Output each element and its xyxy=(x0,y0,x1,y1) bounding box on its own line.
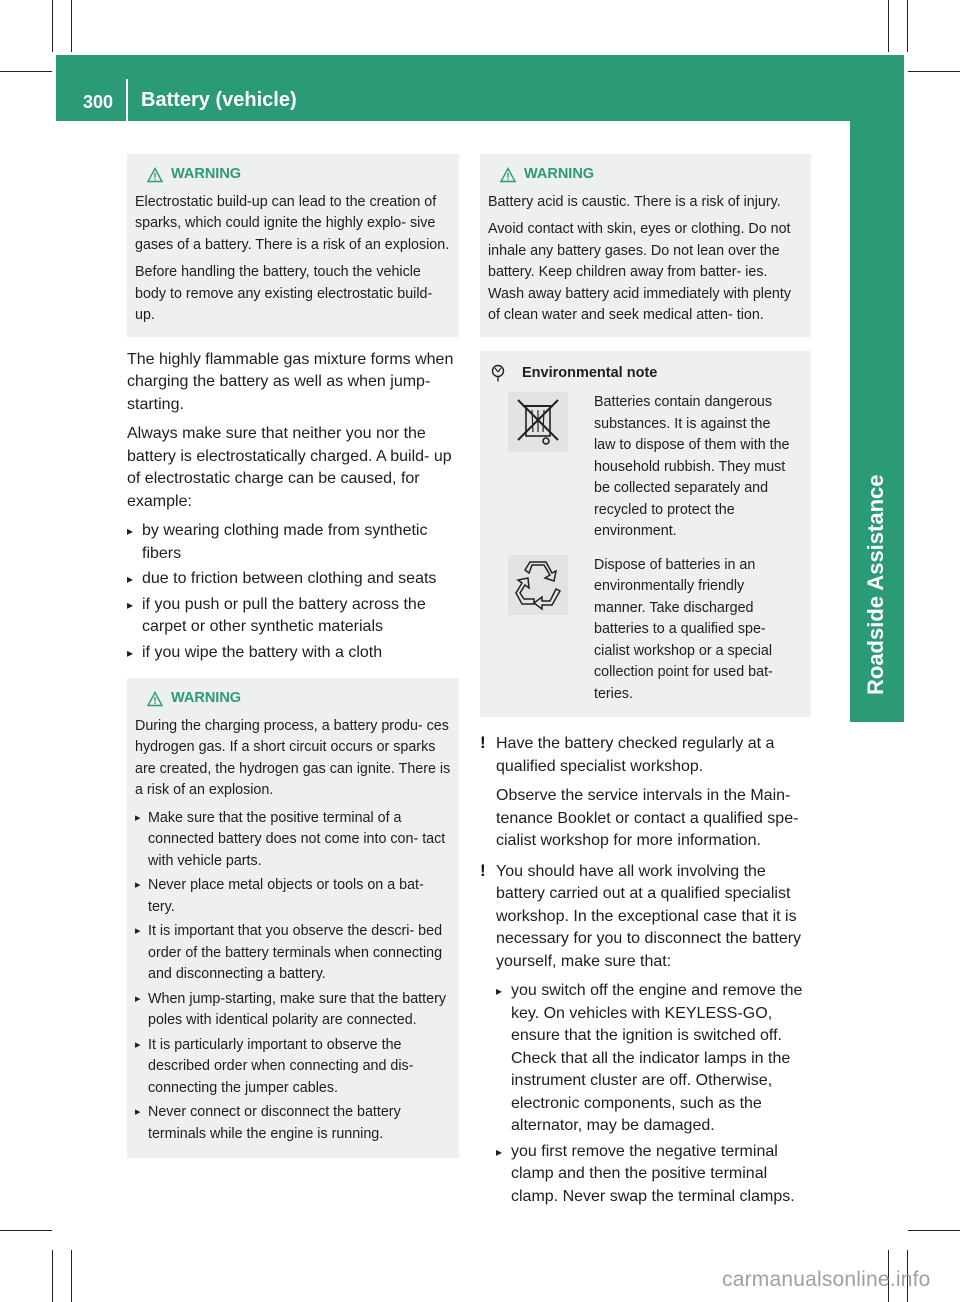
env-row-bin xyxy=(490,392,801,543)
crossed-out-bin-icon xyxy=(508,392,568,452)
env-text-hazard: Batteries contain dangerous substances. It is against the law to dispose of them with the household rubbish. They must be collected separately and recycled to protect the environment. xyxy=(594,394,790,539)
warning-triangle-icon xyxy=(147,691,163,707)
crop-mark xyxy=(908,71,960,72)
warning-text: Electrostatic build-up can lead to the creation of sparks, which could ignite the highly explo- sive gases of a battery. There is a risk of an explosion. xyxy=(135,193,450,253)
warning-label: WARNING xyxy=(171,166,242,182)
environmental-note-box xyxy=(480,351,811,718)
env-row-recycle xyxy=(490,555,801,706)
crop-mark xyxy=(52,1250,53,1302)
crop-mark xyxy=(907,0,908,52)
paragraph: Always make sure that neither you nor the battery is electrostatically charged. A build- up of electrostatic charge can be caused, for example: xyxy=(127,425,452,510)
warning-bullet-list xyxy=(135,808,451,1146)
notice-section xyxy=(480,733,811,1208)
env-text-disposal: Dispose of batteries in an environmentally friendly manner. Take discharged batteries to a qualified spe- cialist workshop or a special collection point for used bat- teries. xyxy=(594,556,773,702)
crop-mark xyxy=(908,1230,960,1231)
paragraph: The highly flammable gas mixture forms when charging the battery as well as when jump- starting. xyxy=(127,350,454,413)
bullet-item: ▸ if you wipe the battery with a cloth xyxy=(127,642,459,665)
notice-text: You should have all work involving the battery carried out at a qualified specialist workshop. In the exceptional case that it is necessary for you to disconnect the battery yourself, make sure that: xyxy=(496,862,802,970)
bullet-item: ▸ you first remove the negative terminal clamp and then the positive terminal clamp. Never swap the terminal clamps. xyxy=(496,1141,811,1209)
crop-mark xyxy=(0,71,52,72)
notice-text: Have the battery checked regularly at a qualified specialist workshop. xyxy=(496,735,775,775)
warning-heading xyxy=(147,164,451,186)
page-number: 300 xyxy=(83,92,114,112)
bullet-item: ▸ Make sure that the positive terminal of a connected battery does not come into con- tact with vehicle parts. xyxy=(135,808,451,873)
side-tab-label: Roadside Assistance xyxy=(863,474,888,695)
watermark: carmanualsonline.info xyxy=(722,1268,931,1291)
notice-item xyxy=(480,861,811,1209)
warning-label: WARNING xyxy=(171,690,242,706)
lightbulb-icon xyxy=(490,364,506,382)
bullet-item: ▸ Never connect or disconnect the battery terminals while the engine is running. xyxy=(135,1102,451,1145)
warning-text: Avoid contact with skin, eyes or clothing. Do not inhale any battery gases. Do not lean over the battery. Keep children away from batter- ies. Wash away battery acid immediately with plenty of clean water and seek medical atten- tion. xyxy=(488,221,792,323)
warning-triangle-icon xyxy=(500,167,516,183)
crop-mark xyxy=(888,0,889,52)
crop-mark xyxy=(0,1230,52,1231)
warning-box-hydrogen xyxy=(127,678,459,1158)
environmental-note-title: Environmental note xyxy=(522,364,658,381)
notice-item xyxy=(480,733,811,853)
bullet-item: ▸ It is important that you observe the descri- bed order of the battery terminals when connecting and disconnecting a battery. xyxy=(135,921,451,986)
warning-label: WARNING xyxy=(524,166,595,182)
bullet-item: ▸ It is particularly important to observe the described order when connecting and dis- connecting the jumper cables. xyxy=(135,1035,451,1100)
bullet-item: ▸ Never place metal objects or tools on a bat- tery. xyxy=(135,875,451,918)
warning-box-electrostatic xyxy=(127,154,459,337)
bullet-item: ▸ When jump-starting, make sure that the battery poles with identical polarity are connected. xyxy=(135,989,451,1032)
exclamation-icon: ! xyxy=(480,860,486,880)
warning-heading xyxy=(500,164,803,186)
notice-bullet-list xyxy=(496,980,811,1208)
page-title: Battery (vehicle) xyxy=(141,89,297,111)
crop-mark xyxy=(71,1250,72,1302)
warning-heading xyxy=(147,688,451,710)
warning-text: Battery acid is caustic. There is a risk of injury. xyxy=(488,193,781,210)
bullet-item: ▸ due to friction between clothing and seats xyxy=(127,568,459,591)
recycle-icon xyxy=(508,555,568,615)
bullet-item: ▸ by wearing clothing made from synthetic fibers xyxy=(127,520,459,565)
crop-mark xyxy=(71,0,72,52)
bullet-list xyxy=(127,520,459,664)
notice-text: Observe the service intervals in the Main- tenance Booklet or contact a qualified spe- cialist workshop for more information. xyxy=(496,787,799,849)
bullet-item: ▸ if you push or pull the battery across the carpet or other synthetic materials xyxy=(127,594,459,639)
crop-mark xyxy=(52,0,53,52)
right-column xyxy=(480,154,811,1214)
body-text xyxy=(127,349,459,665)
warning-text: Before handling the battery, touch the vehicle body to remove any existing electrostatic build-up. xyxy=(135,264,433,323)
warning-box-acid xyxy=(480,154,811,337)
left-column xyxy=(127,154,459,1158)
warning-text: During the charging process, a battery produ- ces hydrogen gas. If a short circuit occurs or sparks are created, the hydrogen gas can ignite. There is a risk of an explosion. xyxy=(135,717,451,798)
bullet-item: ▸ you switch off the engine and remove the key. On vehicles with KEYLESS-GO, ensure that the ignition is switched off. Check that all the indicator lamps in the instrument cluster are off. Otherwise, electronic components, such as the alternator, may be damaged. xyxy=(496,980,811,1138)
header-divider xyxy=(126,79,128,121)
environmental-note-heading xyxy=(490,363,801,385)
exclamation-icon: ! xyxy=(480,733,486,752)
warning-triangle-icon xyxy=(147,167,163,183)
